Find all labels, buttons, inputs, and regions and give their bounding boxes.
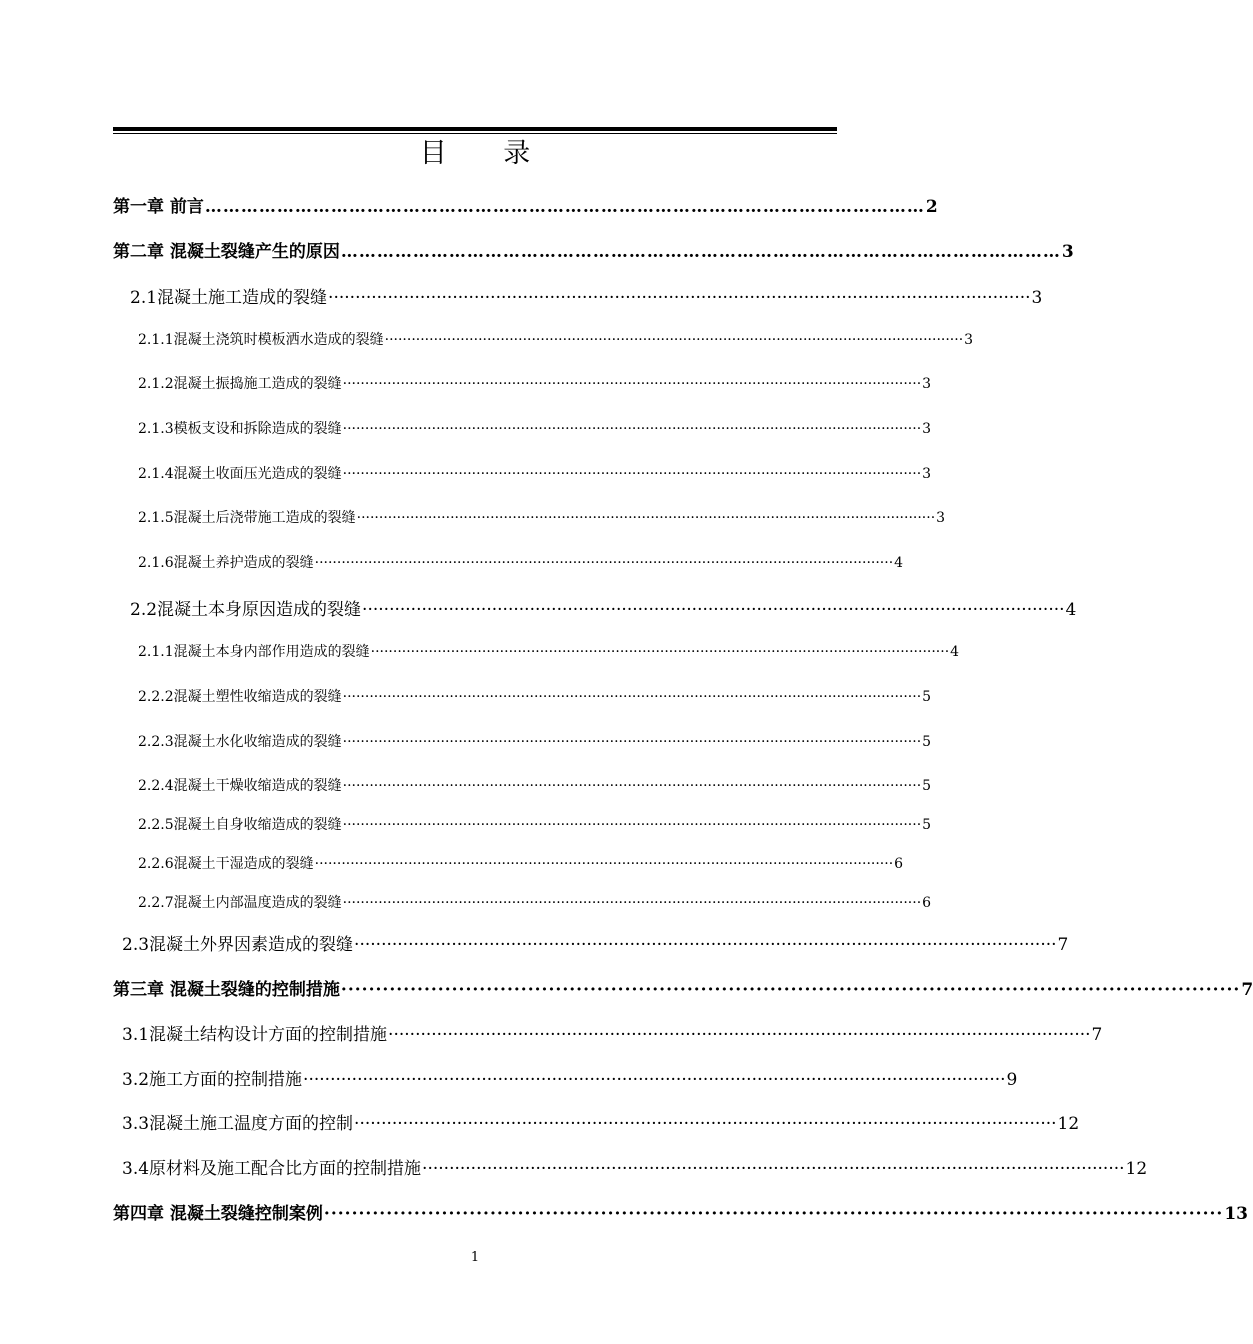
toc-page: 3 [922,376,932,392]
toc-entry-chapter-3[interactable] [113,975,1253,1000]
toc-label: 2.2.4混凝土干燥收缩造成的裂缝 [138,778,342,794]
toc-label: 2.1.3模板支设和拆除造成的裂缝 [138,421,342,437]
toc-page: 2 [925,197,938,217]
toc-page: 6 [894,856,904,872]
toc-leader: ·································································································································· [370,644,950,660]
toc-label: 第一章 前言 [113,197,204,217]
toc-leader: ·································································································································· [342,778,922,794]
toc-leader: ·································································································································· [342,817,922,833]
toc-label: 2.3混凝土外界因素造成的裂缝 [122,935,354,955]
toc-entry-2-2-2[interactable] [138,686,932,706]
toc-page: 6 [922,895,932,911]
toc-label: 2.1.4混凝土收面压光造成的裂缝 [138,466,342,482]
toc-leader: ·································································································································· [314,856,894,872]
toc-leader: ·································································································································· [384,332,964,348]
toc-label: 第四章 混凝土裂缝控制案例 [113,1204,323,1224]
toc-label: 第三章 混凝土裂缝的控制措施 [113,980,340,1000]
page-number: 1 [470,1250,480,1265]
toc-page: 9 [1006,1070,1018,1090]
toc-page: 4 [950,644,960,660]
toc-label: 2.1.1混凝土浇筑时模板洒水造成的裂缝 [138,332,384,348]
toc-page: 3 [936,510,946,526]
toc-leader: ·································································································································· [362,600,1065,620]
toc-label: 3.3混凝土施工温度方面的控制 [122,1114,354,1134]
toc-label: 2.2.3混凝土水化收缩造成的裂缝 [138,734,342,750]
toc-label: 2.1.1混凝土本身内部作用造成的裂缝 [138,644,370,660]
toc-leader: ·································································································································· [303,1070,1006,1090]
toc-entry-2-2[interactable] [130,595,1077,620]
toc-label: 2.2.2混凝土塑性收缩造成的裂缝 [138,689,342,705]
toc-page: 7 [1091,1025,1103,1045]
toc-entry-3-4[interactable] [122,1154,1148,1179]
toc-label: 2.2.7混凝土内部温度造成的裂缝 [138,895,342,911]
toc-entry-2-2-6[interactable] [138,853,904,873]
toc-page: 5 [922,689,932,705]
toc-label: 2.1.2混凝土振捣施工造成的裂缝 [138,376,342,392]
toc-label: 2.2.6混凝土干湿造成的裂缝 [138,856,314,872]
toc-page: 3 [1061,242,1074,262]
toc-leader: ·································································································································· [342,421,922,437]
toc-entry-2-1-1[interactable] [138,329,974,349]
toc-page: 3 [964,332,974,348]
toc-label: 2.2.5混凝土自身收缩造成的裂缝 [138,817,342,833]
toc-entry-2-2-5[interactable] [138,814,932,834]
toc-label: 3.1混凝土结构设计方面的控制措施 [122,1025,388,1045]
toc-page: 5 [922,778,932,794]
toc-page: 4 [1065,600,1077,620]
toc-leader: ·································································································································· [314,555,894,571]
toc-label: 2.1混凝土施工造成的裂缝 [130,288,328,308]
toc-leader: ·································································································································· [323,1204,1224,1224]
toc-leader: ·································································································································· [328,288,1031,308]
toc-page: 12 [1125,1159,1148,1179]
toc-page: 5 [922,734,932,750]
toc-page: 12 [1057,1114,1080,1134]
toc-page: 4 [894,555,904,571]
toc-entry-chapter-4[interactable] [113,1199,1248,1224]
toc-entry-2-1-6[interactable] [138,552,904,572]
toc-page: 3 [922,421,932,437]
toc-entry-2-1[interactable] [130,283,1043,308]
toc-entry-2-1-4[interactable] [138,463,932,483]
toc-page: 7 [1241,980,1253,1000]
toc-leader: ·································································································································· [342,895,922,911]
toc-leader: ·································································································································· [356,510,936,526]
toc-page: 3 [922,466,932,482]
toc-entry-3-3[interactable] [122,1109,1080,1134]
toc-entry-2-2-7[interactable] [138,892,932,912]
toc-entry-3-1[interactable] [122,1020,1103,1045]
toc-leader: ………………………………………………………………………………………………………… [204,197,925,217]
toc-leader: ·································································································································· [388,1025,1091,1045]
toc-leader: ·································································································································· [354,935,1057,955]
toc-entry-2-3[interactable] [122,930,1069,955]
toc-page: 3 [1031,288,1043,308]
toc-entry-2-2-1[interactable] [138,641,960,661]
toc-label: 第二章 混凝土裂缝产生的原因 [113,242,340,262]
toc-entry-chapter-1[interactable] [113,192,938,217]
toc-entry-3-2[interactable] [122,1065,1018,1090]
toc-label: 2.2混凝土本身原因造成的裂缝 [130,600,362,620]
toc-page: 5 [922,817,932,833]
toc-page: 13 [1224,1204,1248,1224]
toc-entry-chapter-2[interactable] [113,237,1074,262]
toc-label: 3.4原材料及施工配合比方面的控制措施 [122,1159,422,1179]
toc-entry-2-1-2[interactable] [138,373,932,393]
page-title: 目 录 [419,138,555,169]
toc-leader: ·································································································································· [342,734,922,750]
toc-leader: ·································································································································· [340,980,1241,1000]
toc-entry-2-2-4[interactable] [138,775,932,795]
toc-entry-2-1-5[interactable] [138,507,946,527]
toc-leader: ·································································································································· [342,689,922,705]
toc-entry-2-1-3[interactable] [138,418,932,438]
toc-label: 2.1.5混凝土后浇带施工造成的裂缝 [138,510,356,526]
toc-page: 7 [1057,935,1069,955]
toc-label: 3.2施工方面的控制措施 [122,1070,303,1090]
toc-leader: ·································································································································· [422,1159,1125,1179]
toc-leader: ·································································································································· [342,466,922,482]
toc-leader: ………………………………………………………………………………………………………… [340,242,1061,262]
toc-label: 2.1.6混凝土养护造成的裂缝 [138,555,314,571]
toc-entry-2-2-3[interactable] [138,731,932,751]
toc-leader: ·································································································································· [354,1114,1057,1134]
toc-leader: ·································································································································· [342,376,922,392]
